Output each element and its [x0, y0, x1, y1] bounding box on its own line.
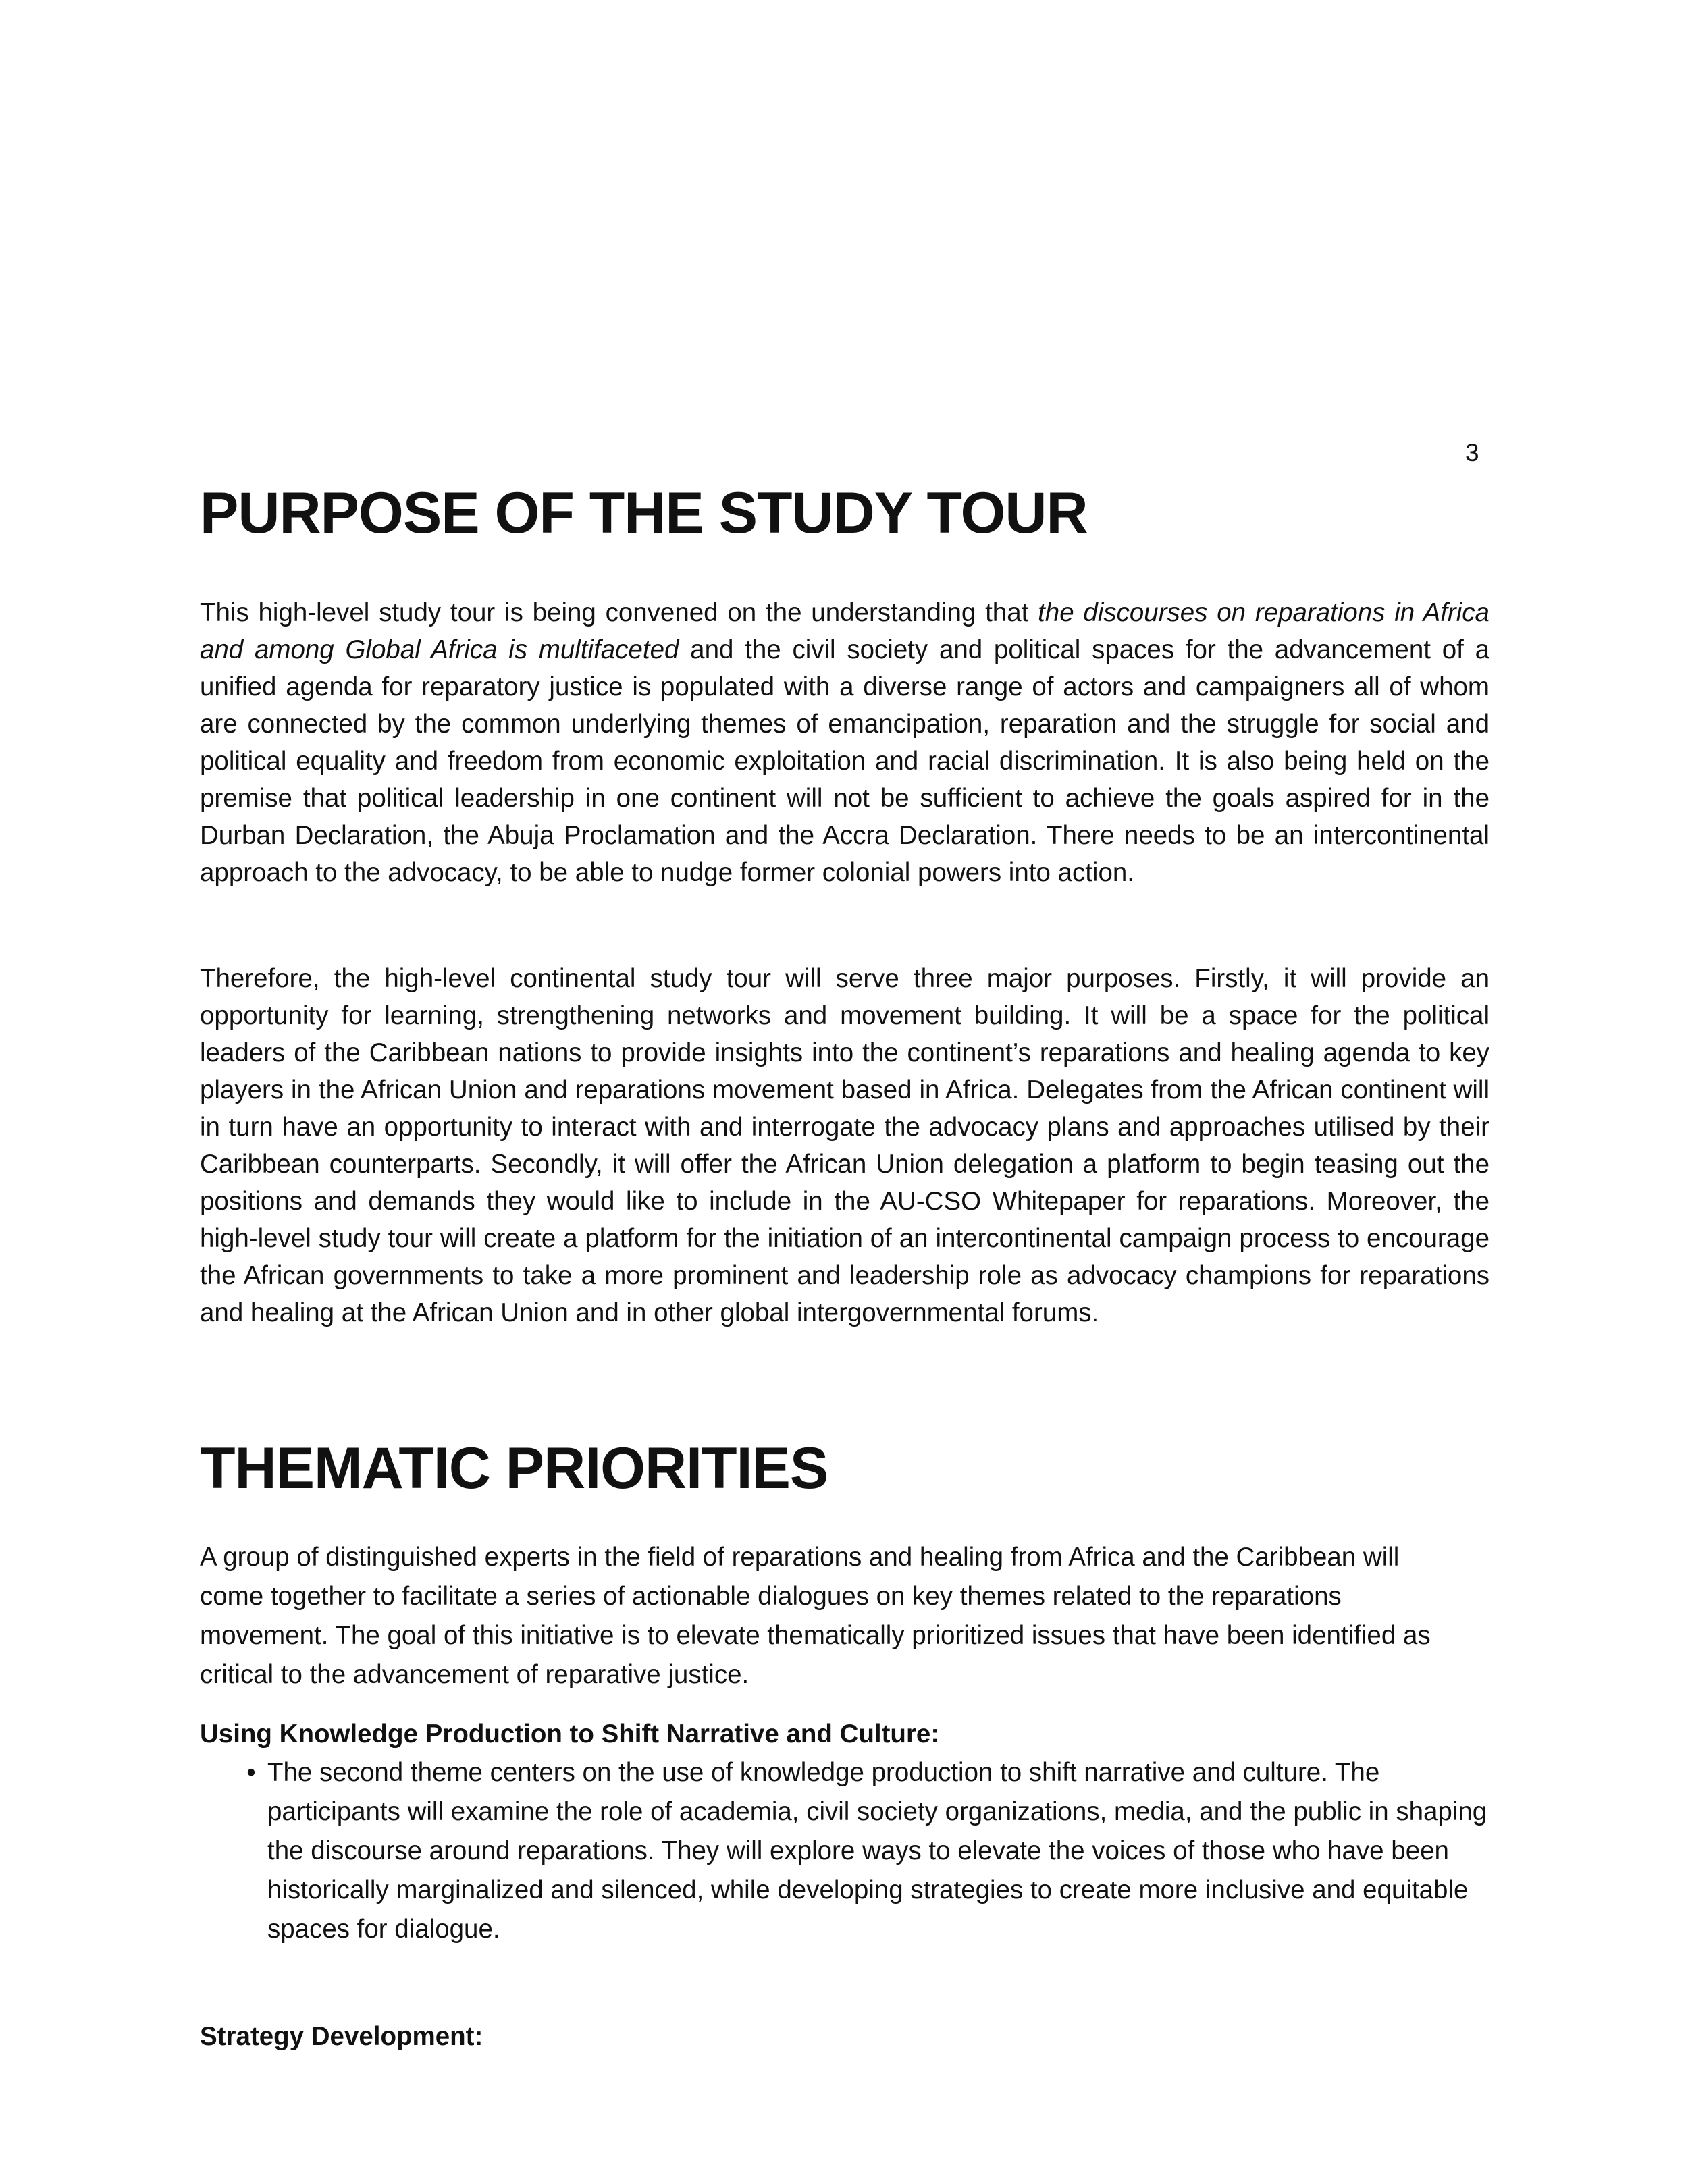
- subheading-strategy-development: Strategy Development:: [200, 2022, 483, 2051]
- purpose-paragraph-1-italic: the discourses on reparations in Africa and among Global Africa is multifaceted: [200, 598, 1489, 664]
- purpose-paragraph-1-start: This high-level study tour is being convened on the understanding that: [200, 598, 1038, 627]
- page-number: 3: [1465, 439, 1479, 467]
- bullet-item: [235, 1753, 1491, 1949]
- bullet-item-text: The second theme centers on the use of knowledge production to shift narrative and culture. The participants will examine the role of academia, civil society organizations, media, and the public in shaping the discourse around reparations. They will explore ways to elevate the voices of those who have been historically marginalized and silenced, while developing strategies to create more inclusive and equitable spaces for dialogue.: [267, 1758, 1487, 1944]
- section-heading-thematic: THEMATIC PRIORITIES: [200, 1436, 828, 1501]
- subheading-knowledge-production: Using Knowledge Production to Shift Narrative and Culture:: [200, 1720, 940, 1749]
- purpose-paragraph-1-end: and the civil society and political spaces for the advancement of a unified agenda for reparatory justice is populated with a diverse range of actors and campaigners all of whom are connected by the common underlying themes of emancipation, reparation and the struggle for social and political equality and freedom from economic exploitation and racial discrimination. It is also being held on the premise that political leadership in one continent will not be sufficient to achieve the goals aspired for in the Durban Declaration, the Abuja Proclamation and the Accra Declaration. There needs to be an intercontinental approach to the advocacy, to be able to nudge former colonial powers into action.: [200, 635, 1489, 887]
- bullet-icon: •: [246, 1758, 256, 1787]
- section-heading-purpose: PURPOSE OF THE STUDY TOUR: [200, 481, 1088, 545]
- purpose-paragraph-2: Therefore, the high-level continental study tour will serve three major purposes. Firstly, it will provide an opportunity for learning, strengthening networks and movement building. It will be a space for the political leaders of the Caribbean nations to provide insights into the continent’s reparations and healing agenda to key players in the African Union and reparations movement based in Africa. Delegates from the African continent will in turn have an opportunity to interact with and interrogate the advocacy plans and approaches utilised by their Caribbean counterparts. Secondly, it will offer the African Union delegation a platform to begin teasing out the positions and demands they would like to include in the AU-CSO Whitepaper for reparations. Moreover, the high-level study tour will create a platform for the initiation of an intercontinental campaign process to encourage the African governments to take a more prominent and leadership role as advocacy champions for reparations and healing at the African Union and in other global intergovernmental forums.: [200, 964, 1489, 1327]
- bullet-list: [235, 1753, 1491, 1949]
- purpose-paragraph-1: [200, 594, 1489, 891]
- thematic-intro-paragraph: A group of distinguished experts in the field of reparations and healing from Africa and the Caribbean will come together to facilitate a series of actionable dialogues on key themes related to the reparations movement. The goal of this initiative is to elevate thematically prioritized issues that have been identified as critical to the advancement of reparative justice.: [200, 1543, 1431, 1689]
